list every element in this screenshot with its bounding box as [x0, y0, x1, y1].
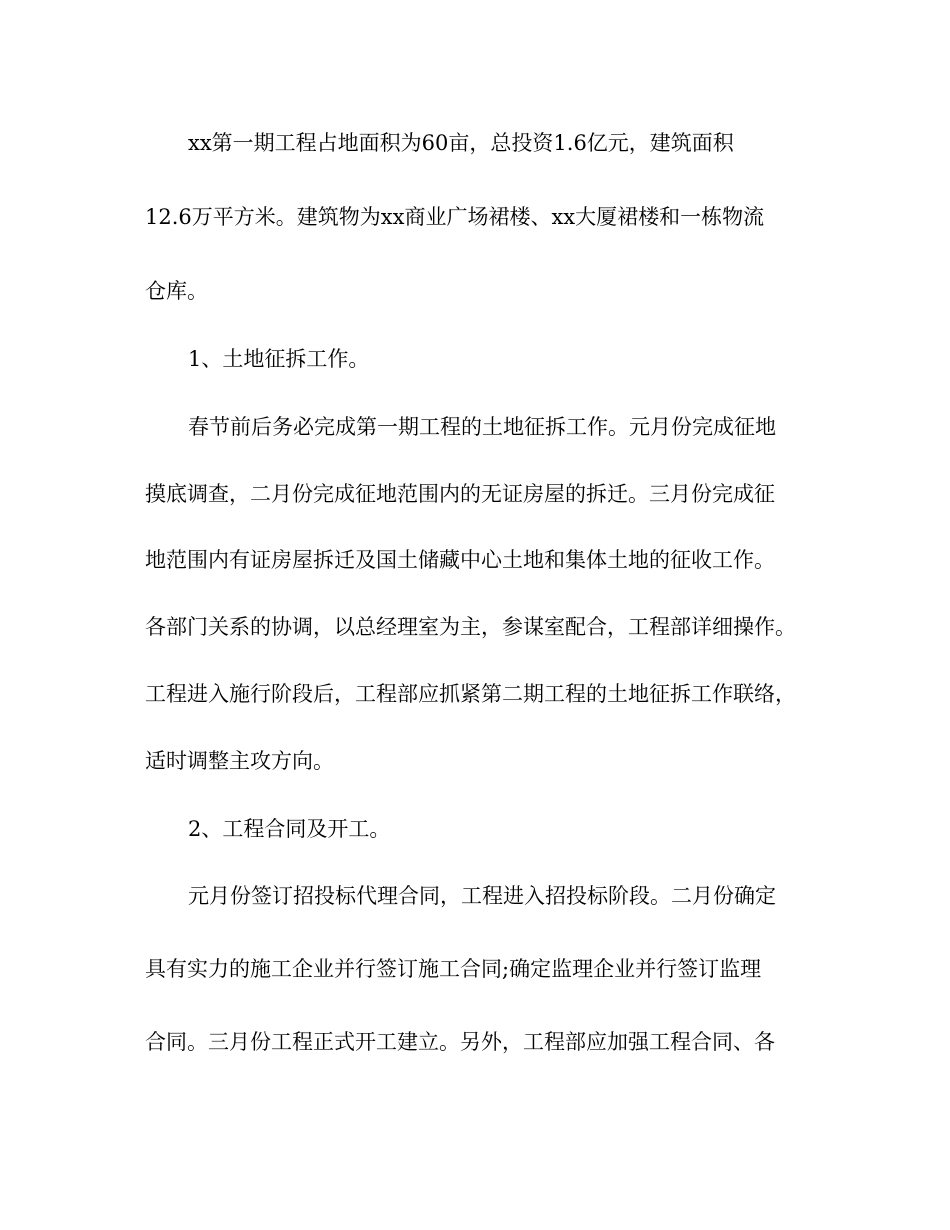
paragraph-1-line-2: 12.6万平方米。建筑物为xx商业广场裙楼、xx大厦裙楼和一栋物流 [145, 205, 765, 229]
paragraph-2-line-6: 适时调整主攻方向。 [145, 749, 334, 773]
paragraph-2-line-3: 地范围内有证房屋拆迁及国土储藏中心土地和集体土地的征收工作。 [145, 548, 775, 572]
paragraph-2-line-1: 春节前后务必完成第一期工程的土地征拆工作。元月份完成征地 [188, 415, 776, 439]
paragraph-2-line-4: 各部门关系的协调，以总经理室为主，参谋室配合，工程部详细操作。 [145, 615, 796, 639]
paragraph-3-line-3: 合同。三月份工程正式开工建立。另外，工程部应加强工程合同、各 [145, 1030, 775, 1054]
paragraph-3-line-1: 元月份签订招投标代理合同，工程进入招投标阶段。二月份确定 [188, 884, 776, 908]
paragraph-3-line-2: 具有实力的施工企业并行签订施工合同;确定监理企业并行签订监理 [145, 957, 762, 981]
paragraph-1-line-1: xx第一期工程占地面积为60亩，总投资1.6亿元，建筑面积 [188, 131, 734, 155]
section-heading-1: 1、土地征拆工作。 [188, 347, 370, 371]
paragraph-2-line-2: 摸底调查，二月份完成征地范围内的无证房屋的拆迁。三月份完成征 [145, 482, 775, 506]
section-heading-2: 2、工程合同及开工。 [188, 817, 391, 841]
paragraph-2-line-5: 工程进入施行阶段后，工程部应抓紧第二期工程的土地征拆工作联络， [145, 682, 796, 706]
paragraph-1-line-3: 仓库。 [145, 279, 208, 303]
